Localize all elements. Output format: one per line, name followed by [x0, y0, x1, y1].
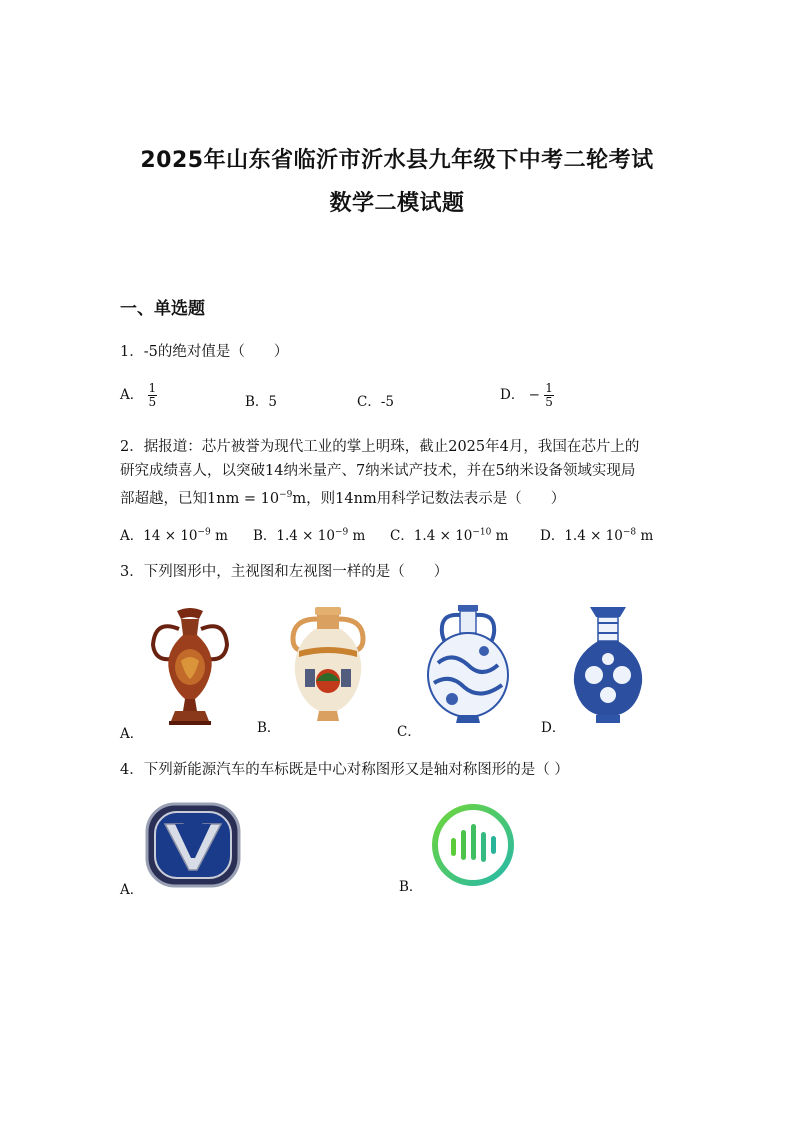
q2-question-text: m，则14nm用科学记数法表示是（ ） — [292, 490, 566, 507]
q4-option-b-label: B． — [399, 879, 423, 895]
question-2-line-1: 2．据报道：芯片被誉为现代工业的掌上明珠，截止2025年4月，我国在芯片上的 — [120, 439, 640, 455]
q2-given-exponent: −9 — [279, 490, 293, 500]
q2-option-a — [120, 524, 228, 544]
vase-d-image — [568, 605, 648, 725]
q3-option-c-label: C． — [397, 724, 421, 740]
q4-option-a-label: A． — [120, 882, 144, 898]
question-2-line-2: 研究成绩喜人，以突破14纳米量产、7纳米试产技术，并在5纳米设备领域实现局 — [120, 463, 636, 479]
vase-a-image — [145, 605, 235, 727]
car-logo-b-image — [430, 802, 516, 888]
q1-option-c: C．-5 — [357, 394, 394, 410]
q3-option-b-label: B． — [257, 720, 281, 736]
question-4-stem: 4．下列新能源汽车的车标既是中心对称图形又是轴对称图形的是（ ） — [120, 762, 569, 778]
vase-b-image — [285, 605, 371, 725]
vase-c-image — [422, 603, 514, 727]
car-logo-a-image — [145, 802, 241, 888]
q1-option-a-fraction — [148, 382, 158, 409]
option-text: A．14 × 10 — [120, 528, 198, 544]
question-2-line-3 — [120, 483, 680, 511]
q2-option-b — [253, 524, 365, 544]
option-text: B．1.4 × 10 — [253, 528, 335, 544]
option-unit: m — [491, 528, 509, 544]
minus-sign: − — [528, 387, 540, 403]
q1-option-d — [500, 382, 554, 409]
q2-option-d — [540, 524, 653, 544]
q1-option-a — [120, 382, 157, 409]
option-unit: m — [636, 528, 654, 544]
q2-given-text: 部超越，已知1nm = 10 — [120, 490, 280, 507]
q3-option-d-label: D． — [541, 720, 566, 736]
option-text: D．1.4 × 10 — [540, 528, 623, 544]
q1-option-a-label: A． — [120, 387, 144, 403]
option-exponent: −8 — [622, 527, 637, 538]
title-line-2: 数学二模试题 — [329, 191, 465, 216]
option-unit: m — [210, 528, 228, 544]
option-exponent: −10 — [472, 527, 492, 538]
q1-option-d-label: D． — [500, 387, 525, 403]
option-exponent: −9 — [197, 527, 211, 538]
title-line-1: 2025年山东省临沂市沂水县九年级下中考二轮考试 — [140, 148, 654, 173]
fraction-denominator: 5 — [148, 395, 157, 409]
question-1-stem: 1．-5的绝对值是（ ） — [120, 344, 289, 360]
q2-option-c — [390, 524, 508, 544]
option-text: C．1.4 × 10 — [390, 528, 473, 544]
fraction-numerator: 1 — [545, 381, 553, 395]
fraction-numerator: 1 — [148, 381, 157, 395]
q1-option-d-fraction — [544, 382, 554, 409]
section-heading: 一、单选题 — [120, 299, 205, 319]
question-3-stem: 3．下列图形中，主视图和左视图一样的是（ ） — [120, 564, 449, 580]
q1-option-b: B．5 — [245, 394, 278, 410]
fraction-denominator: 5 — [545, 395, 553, 409]
option-exponent: −9 — [334, 527, 349, 538]
option-unit: m — [348, 528, 366, 544]
q3-option-a-label: A． — [120, 726, 144, 742]
